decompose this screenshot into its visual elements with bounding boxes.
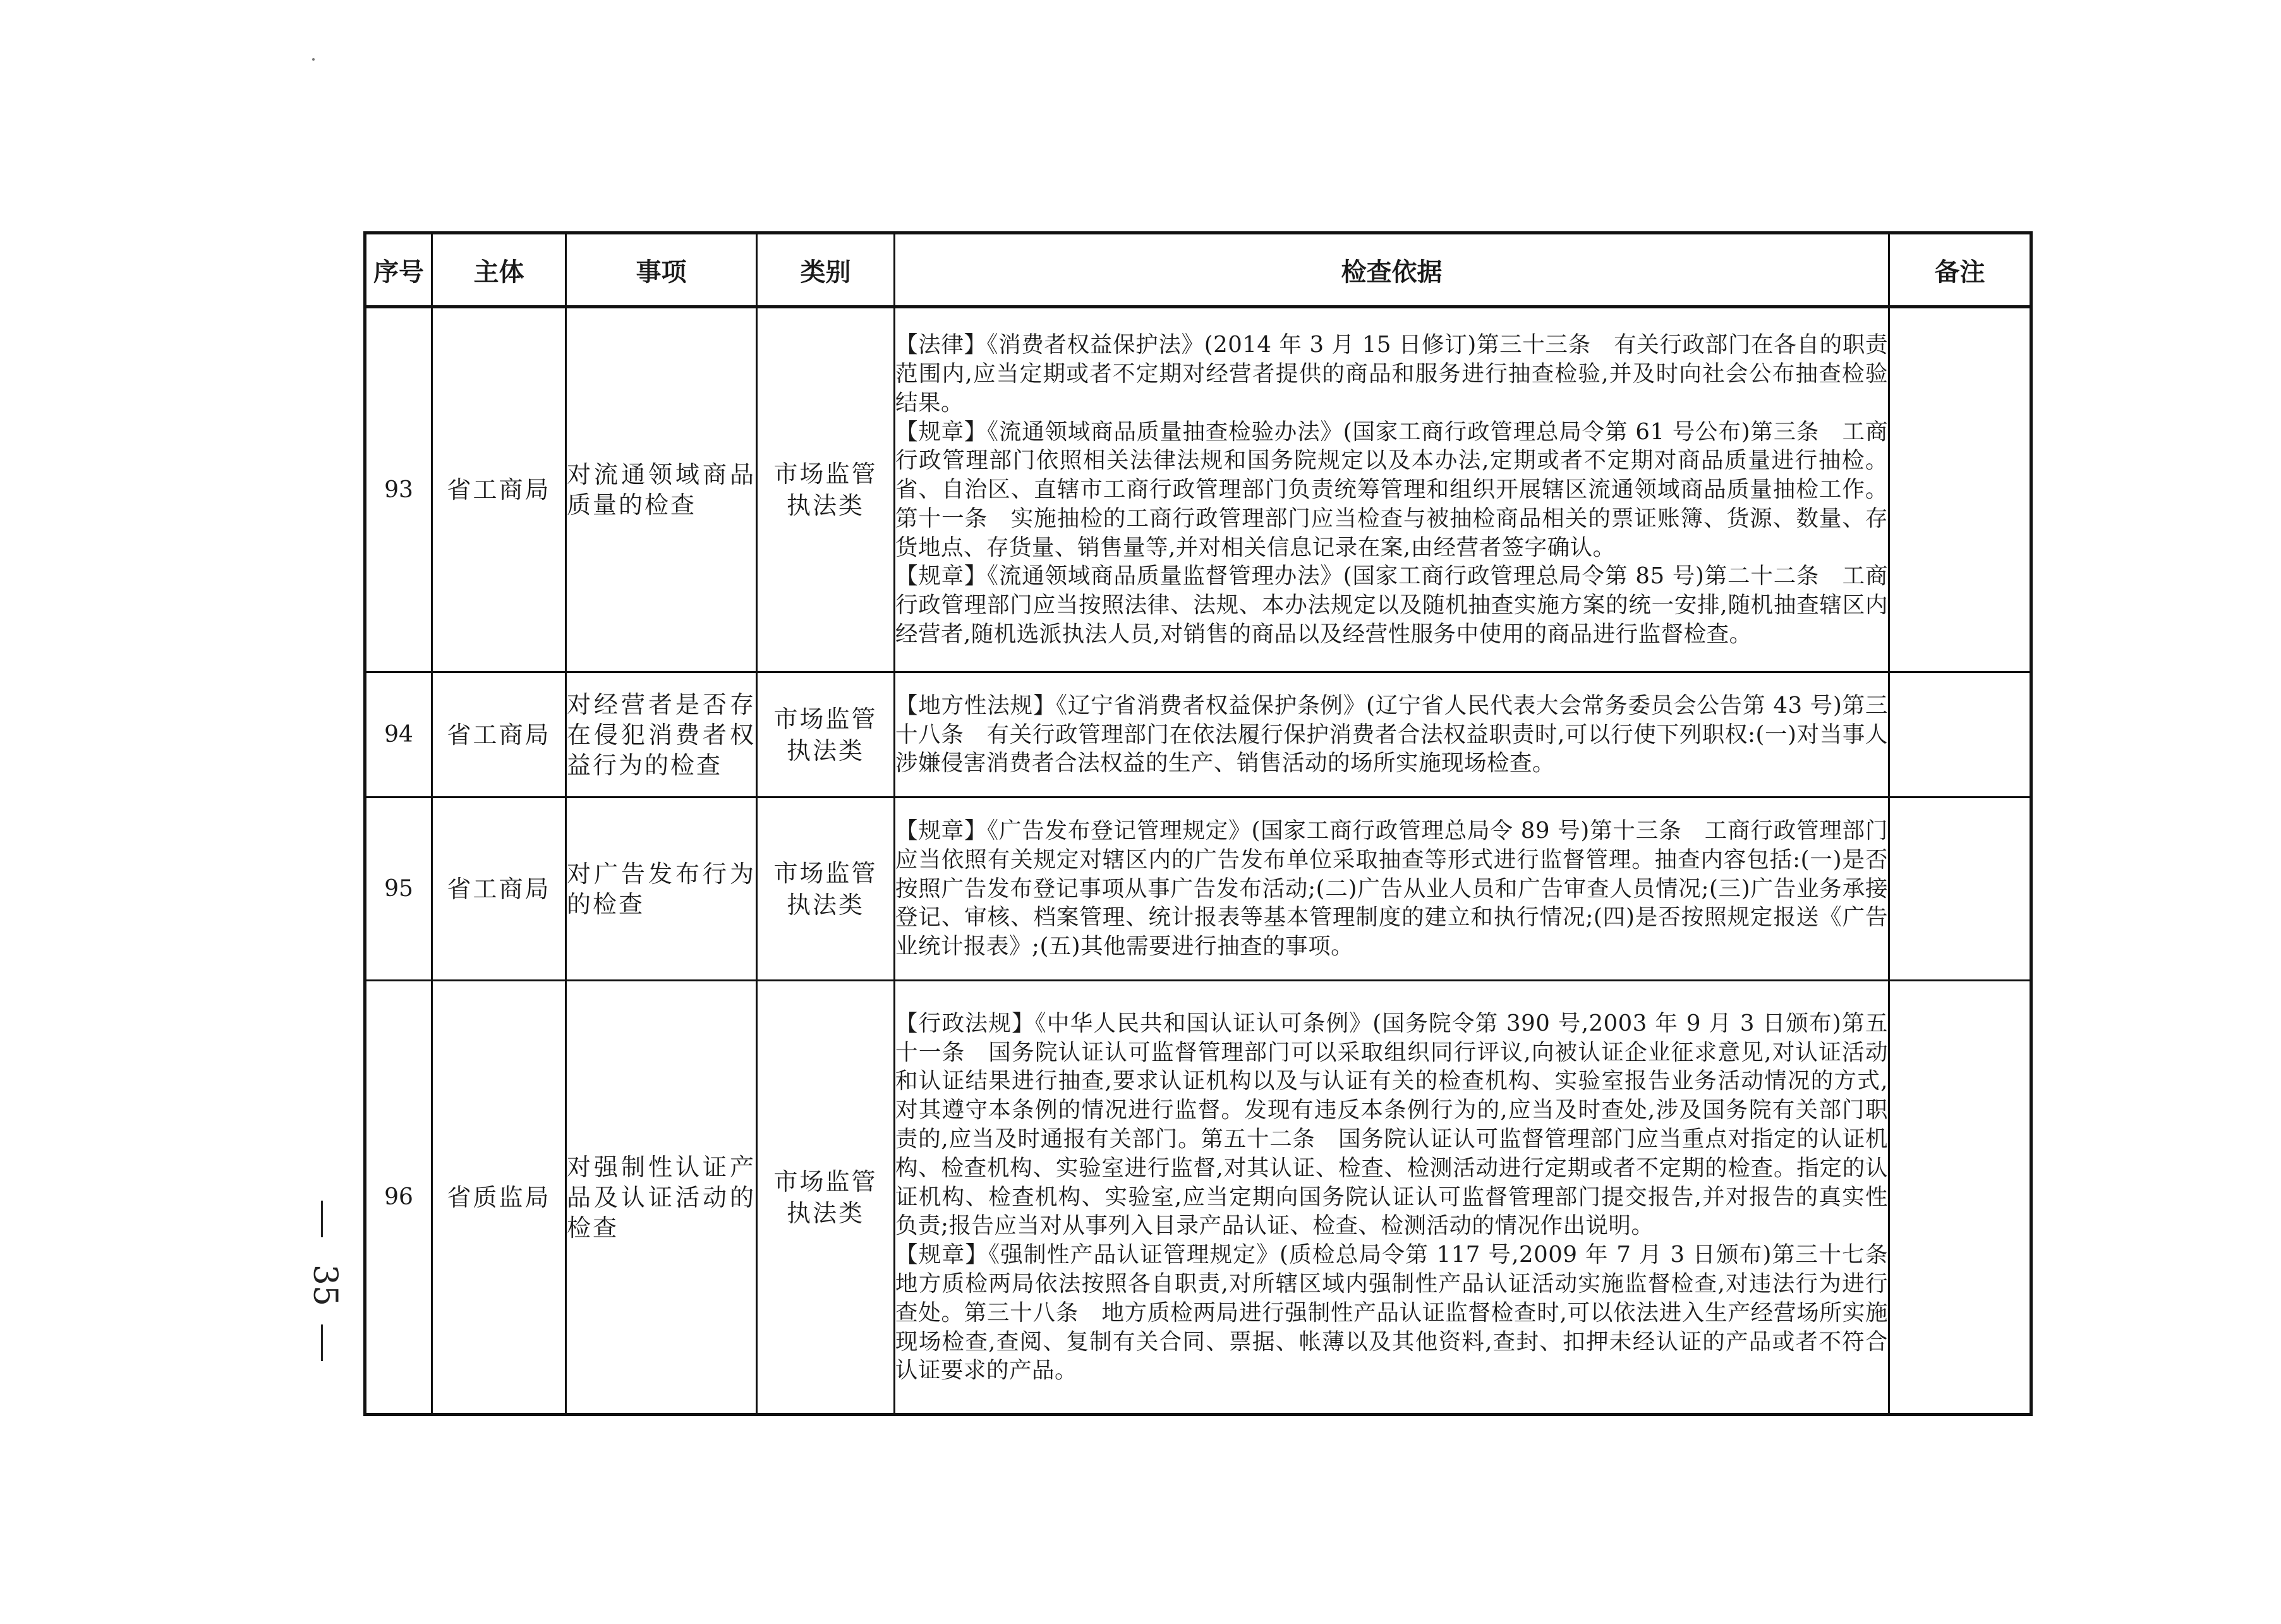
row-basis	[895, 672, 1889, 797]
row-item: 对广告发布行为的检查	[566, 797, 757, 981]
header-note: 备注	[1889, 233, 2031, 307]
row-seq: 96	[365, 981, 432, 1415]
row-item: 对强制性认证产品及认证活动的检查	[566, 981, 757, 1415]
row-subject: 省工商局	[432, 797, 566, 981]
row-category	[757, 797, 895, 981]
row-note	[1889, 797, 2031, 981]
basis-paragraph: 【规章】《流通领域商品质量抽查检验办法》(国家工商行政管理总局令第 61 号公布)第三条 工商行政管理部门依照相关法律法规和国务院规定以及本办法,定期或者不定期对商品质量进行抽检。省、自治区、直辖市工商行政管理部门负责统筹管理和组织开展辖区流通领域商品质量抽检工作。第十一条 实施抽检的工商行政管理部门应当检查与被抽检商品相关的票证账簿、货源、数量、存货地点、存货量、销售量等,并对相关信息记录在案,由经营者签字确认。	[895, 418, 1888, 561]
row-basis	[895, 307, 1889, 672]
header-category: 类别	[757, 233, 895, 307]
row-basis	[895, 797, 1889, 981]
table-row	[365, 672, 2031, 797]
row-note	[1889, 981, 2031, 1415]
scan-speck	[312, 58, 315, 61]
table-header-row	[365, 233, 2031, 307]
page-number-dash-top	[321, 1201, 323, 1237]
page-number-text: 35	[306, 1264, 344, 1307]
row-category-text: 市场监管执法类	[773, 705, 878, 765]
row-subject: 省工商局	[432, 672, 566, 797]
table-row	[365, 981, 2031, 1415]
basis-paragraph: 【规章】《强制性产品认证管理规定》(质检总局令第 117 号,2009 年 7 月 3 日颁布)第三十七条 地方质检两局依法按照各自职责,对所辖区域内强制性产品认证活动实施监督检查,对违法行为进行查处。第三十八条 地方质检两局进行强制性产品认证监督检查时,可以依法进入生产经营场所实施现场检查,查阅、复制有关合同、票据、帐薄以及其他资料,查封、扣押未经认证的产品或者不符合认证要求的产品。	[895, 1242, 1911, 1384]
page-number	[297, 1201, 348, 1365]
header-basis: 检查依据	[895, 233, 1889, 307]
row-note	[1889, 307, 2031, 672]
row-basis	[895, 981, 1911, 1415]
row-category	[757, 981, 895, 1415]
row-item: 对流通领域商品质量的检查	[566, 307, 757, 672]
basis-paragraph: 【地方性法规】《辽宁省消费者权益保护条例》(辽宁省人民代表大会常务委员会公告第 43 号)第三十八条 有关行政管理部门在依法履行保护消费者合法权益职责时,可以行使下列职权:(一)对当事人涉嫌侵害消费者合法权益的生产、销售活动的场所实施现场检查。	[895, 692, 1888, 777]
header-item: 事项	[566, 233, 757, 307]
row-subject: 省工商局	[432, 307, 566, 672]
basis-paragraph: 【规章】《广告发布登记管理规定》(国家工商行政管理总局令 89 号)第十三条 工商行政管理部门应当依照有关规定对辖区内的广告发布单位采取抽查等形式进行监督管理。抽查内容包括:(一)是否按照广告发布登记事项从事广告发布活动;(二)广告从业人员和广告审查人员情况;(三)广告业务承接登记、审核、档案管理、统计报表等基本管理制度的建立和执行情况;(四)是否按照规定报送《广告业统计报表》;(五)其他需要进行抽查的事项。	[895, 818, 1888, 960]
row-category	[757, 307, 895, 672]
row-seq: 94	[365, 672, 432, 797]
basis-paragraph: 【行政法规】《中华人民共和国认证认可条例》(国务院令第 390 号,2003 年 9 月 3 日颁布)第五十一条 国务院认证认可监督管理部门可以采取组织同行评议,向被认证企业征求意见,对认证活动和认证结果进行抽查,要求认证机构以及与认证有关的检查机构、实验室报告业务活动情况的方式,对其遵守本条例的情况进行监督。发现有违反本条例行为的,应当及时查处,涉及国务院有关部门职责的,应当及时通报有关部门。第五十二条 国务院认证认可监督管理部门应当重点对指定的认证机构、检查机构、实验室进行监督,对其认证、检查、检测活动进行定期或者不定期的检查。指定的认证机构、检查机构、实验室,应当定期向国务院认证认可监督管理部门提交报告,并对报告的真实性负责;报告应当对从事列入目录产品认证、检查、检测活动的情况作出说明。	[895, 1010, 1888, 1239]
row-seq: 93	[365, 307, 432, 672]
row-category-text: 市场监管执法类	[773, 859, 878, 919]
row-seq: 95	[365, 797, 432, 981]
row-note	[1889, 672, 2031, 797]
header-seq: 序号	[365, 233, 432, 307]
row-category	[757, 672, 895, 797]
row-category-text: 市场监管执法类	[773, 1167, 878, 1227]
inspection-table	[363, 231, 2033, 1416]
row-category-text: 市场监管执法类	[773, 460, 878, 519]
row-item: 对经营者是否存在侵犯消费者权益行为的检查	[566, 672, 757, 797]
page-number-dash-bottom	[321, 1324, 323, 1361]
basis-paragraph: 【法律】《消费者权益保护法》(2014 年 3 月 15 日修订)第三十三条 有关行政部门在各自的职责范围内,应当定期或者不定期对经营者提供的商品和服务进行抽查检验,并及时向社会公布抽查检验结果。	[895, 332, 1888, 416]
row-subject: 省质监局	[432, 981, 566, 1415]
header-subject: 主体	[432, 233, 566, 307]
table-row	[365, 307, 2031, 672]
basis-paragraph: 【规章】《流通领域商品质量监督管理办法》(国家工商行政管理总局令第 85 号)第二十二条 工商行政管理部门应当按照法律、法规、本办法规定以及随机抽查实施方案的统一安排,随机抽查辖区内经营者,随机选派执法人员,对销售的商品以及经营性服务中使用的商品进行监督检查。	[895, 563, 1888, 648]
table-row	[365, 797, 2031, 981]
